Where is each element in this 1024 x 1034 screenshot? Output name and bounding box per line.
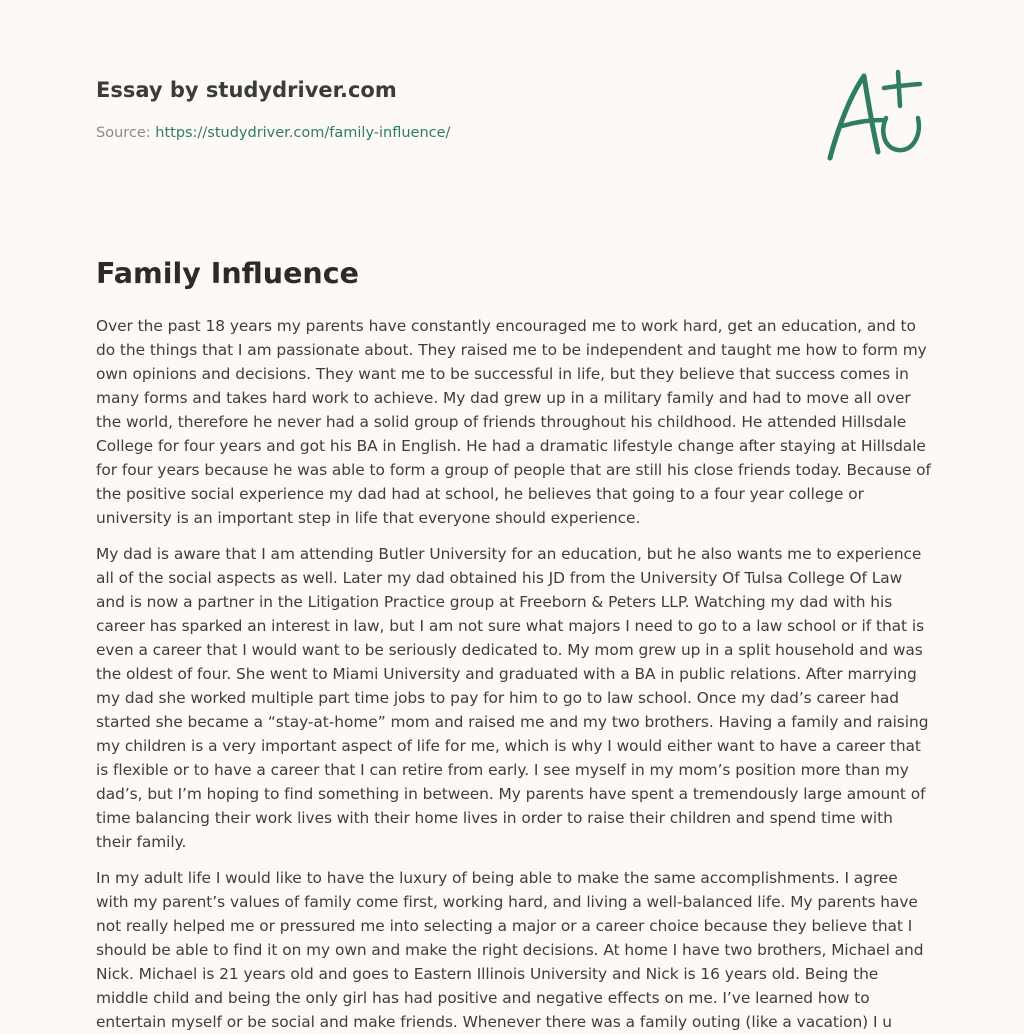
page-title: Family Influence xyxy=(96,257,359,290)
paragraph-1: Over the past 18 years my parents have constantly encouraged me to work hard, get an education, and to do the things that I am passionate about. They raised me to be independent and taught me how to form my own opinions and decisions. They want me to be successful in life, but they believe that success comes in many forms and takes hard work to achieve. My dad grew up in a military family and had to move all over the world, therefore he never had a solid group of friends throughout his childhood. He attended Hillsdale College for four years and got his BA in English. He had a dramatic lifestyle change after staying at Hillsdale for four years because he was able to form a group of people that are still his close friends today. Because of the positive social experience my dad had at school, he believes that going to a four year college or university is an important step in life that everyone should experience. xyxy=(96,317,931,527)
source-link[interactable]: https://studydriver.com/family-influence/ xyxy=(155,125,451,141)
paragraph-3: In my adult life I would like to have the luxury of being able to make the same accomplishments. I agree with my parent’s values of family come first, working hard, and living a well-balanced life. My parents have not really helped me or pressured me into selecting a major or a career choice because they believe that I should be able to find it on my own and make the right decisions. At home I have two brothers, Michael and Nick. Michael is 21 years old and goes to Eastern Illinois University and Nick is 16 years old. Being the middle child and being the only girl has had positive and negative effects on me. I’ve learned how to entertain myself or be social and make friends. Whenever there was a family outing (like a vacation) I u xyxy=(96,869,924,1031)
a-plus-logo-icon xyxy=(820,66,930,166)
document-header xyxy=(96,76,696,143)
paragraph-2: My dad is aware that I am attending Butler University for an education, but he also wants me to experience all of the social aspects as well. Later my dad obtained his JD from the University Of Tulsa College Of Law and is now a partner in the Litigation Practice group at Freeborn & Peters LLP. Watching my dad with his career has sparked an interest in law, but I am not sure what majors I need to go to a law school or if that is even a career that I would want to be seriously dedicated to. My mom grew up in a split household and was the oldest of four. She went to Miami University and graduated with a BA in public relations. After marrying my dad she worked multiple part time jobs to pay for him to go to law school. Once my dad’s career had started she became a “stay-at-home” mom and raised me and my two brothers. Having a family and raising my children is a very important aspect of life for me, which is why I would either want to have a career that is flexible or to have a career that I can retire from early. I see myself in my mom’s position more than my dad’s, but I’m hoping to find something in between. My parents have spent a tremendously large amount of time balancing their work lives with their home lives in order to raise their children and spend time with their family. xyxy=(96,545,929,851)
article-body xyxy=(96,314,932,1034)
essay-by-heading: Essay by studydriver.com xyxy=(96,78,397,102)
source-line xyxy=(96,123,696,143)
source-label: Source: xyxy=(96,125,151,141)
